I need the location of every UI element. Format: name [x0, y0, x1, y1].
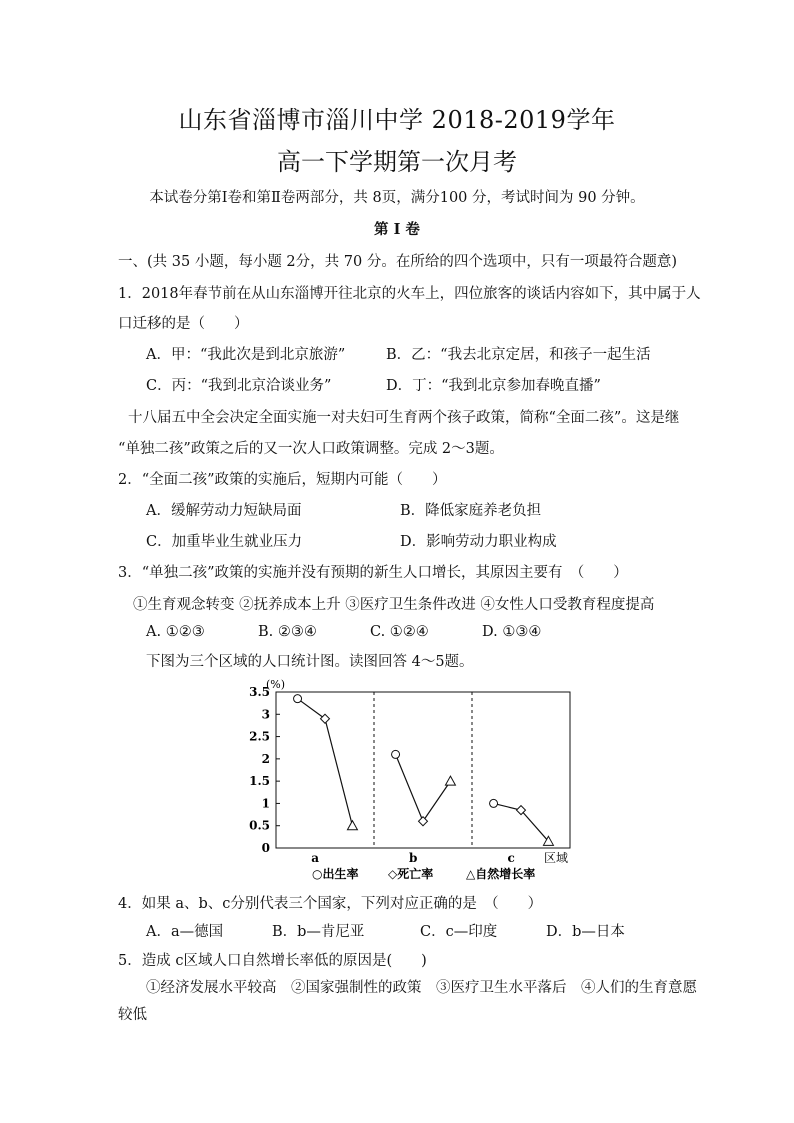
q3-option-c: C. ①②④: [370, 624, 429, 640]
legend-item-natural-growth: [466, 866, 535, 881]
q2-option-d: D．影响劳动力职业构成: [400, 534, 557, 550]
exam-title: 山东省淄博市淄川中学 2018-2019学年: [178, 106, 616, 134]
q5-factors-line2: 较低: [118, 1007, 147, 1023]
q1-option-d: D．丁：“我到北京参加春晚直播”: [386, 378, 601, 394]
q4-option-c: C．c—印度: [420, 924, 498, 940]
birth-rate-point: [294, 695, 302, 703]
x-category-label: a: [311, 851, 320, 865]
population-chart: [240, 678, 580, 888]
q4-stem: 4．如果 a、b、c分别代表三个国家，下列对应正确的是 （ ）: [118, 896, 543, 912]
legend-label-growth: 自然增长率: [475, 867, 536, 881]
region-line: [396, 754, 451, 821]
q1-stem-line1: 1．2018年春节前在从山东淄博开往北京的火车上，四位旅客的谈话内容如下，其中属于人: [118, 286, 701, 302]
material1-line2: “单独二孩”政策之后的又一次人口政策调整。完成 2～3题。: [118, 441, 504, 457]
exam-intro: 本试卷分第Ⅰ卷和第Ⅱ卷两部分，共 8页，满分100 分，考试时间为 90 分钟。: [149, 190, 645, 206]
y-tick-label: 3: [261, 707, 270, 722]
q1-option-b: B．乙：“我去北京定居，和孩子一起生活: [386, 347, 651, 363]
chart-unit-label: (%): [266, 678, 286, 691]
x-category-label: b: [409, 851, 418, 865]
q2-stem: 2．“全面二孩”政策的实施后，短期内可能（ ）: [118, 472, 447, 488]
natural-growth-point: [347, 821, 357, 830]
q3-option-b: B. ②③④: [258, 624, 317, 640]
q1-option-c: C．丙：“我到北京洽谈业务”: [146, 378, 332, 394]
birth-rate-point: [392, 750, 400, 758]
q3-stem: 3．“单独二孩”政策的实施并没有预期的新生人口增长，其原因主要有 （ ）: [118, 565, 628, 581]
chart-legend: [312, 866, 535, 881]
part1-instruction: 一、(共 35 小题，每小题 2分，共 70 分。在所给的四个选项中，只有一项最符合题意): [118, 254, 677, 270]
q3-option-a: A. ①②③: [146, 624, 205, 640]
death-rate-point: [321, 714, 330, 723]
exam-subtitle: 高一下学期第一次月考: [277, 148, 517, 176]
q5-stem: 5．造成 c区域人口自然增长率低的原因是( ): [118, 953, 427, 969]
legend-label-birth: 出生率: [322, 867, 359, 881]
x-axis-labels: [311, 851, 515, 865]
q5-factors-line1: ①经济发展水平较高 ②国家强制性的政策 ③医疗卫生水平落后 ④人们的生育意愿: [146, 980, 697, 996]
x-axis-title: 区域: [544, 851, 569, 865]
birth-rate-point: [490, 799, 498, 807]
y-tick-label: 0: [261, 841, 270, 855]
legend-label-death: 死亡率: [397, 867, 434, 881]
section-heading: 第 Ⅰ 卷: [374, 221, 420, 238]
y-tick-label: 3.5: [249, 685, 270, 699]
legend-item-birth-rate: [312, 866, 359, 881]
legend-item-death-rate: [388, 866, 433, 881]
q2-option-a: A．缓解劳动力短缺局面: [146, 503, 302, 519]
q4-option-b: B．b—肯尼亚: [272, 924, 365, 940]
y-axis-ticks: [249, 685, 280, 855]
material2-line1: 下图为三个区域的人口统计图。读图回答 4～5题。: [146, 654, 474, 670]
q2-option-b: B．降低家庭养老负担: [400, 503, 542, 519]
legend-symbol-circle: ○: [312, 867, 323, 881]
q4-option-a: A．a—德国: [146, 924, 224, 940]
data-markers: [294, 695, 554, 846]
death-rate-point: [419, 817, 428, 826]
q1-stem-line2: 口迁移的是（ ）: [118, 316, 249, 332]
x-category-label: c: [507, 851, 515, 865]
y-tick-label: 2.5: [249, 729, 270, 744]
y-tick-label: 0.5: [249, 818, 270, 833]
q1-option-a: A．甲：“我此次是到北京旅游”: [146, 347, 346, 363]
material1-line1: 十八届五中全会决定全面实施一对夫妇可生育两个孩子政策，简称“全面二孩”。这是继: [128, 410, 680, 426]
q3-option-d: D. ①③④: [482, 624, 542, 640]
y-tick-label: 1.5: [249, 774, 270, 789]
natural-growth-point: [445, 776, 455, 785]
legend-symbol-triangle: △: [466, 867, 476, 881]
y-tick-label: 2: [261, 751, 270, 766]
q2-option-c: C．加重毕业生就业压力: [146, 534, 303, 550]
q3-factors: ①生育观念转变 ②抚养成本上升 ③医疗卫生条件改进 ④女性人口受教育程度提高: [133, 597, 655, 613]
y-tick-label: 1: [261, 796, 270, 811]
q4-option-d: D．b—日本: [546, 924, 625, 940]
legend-symbol-diamond: ◇: [388, 867, 398, 881]
